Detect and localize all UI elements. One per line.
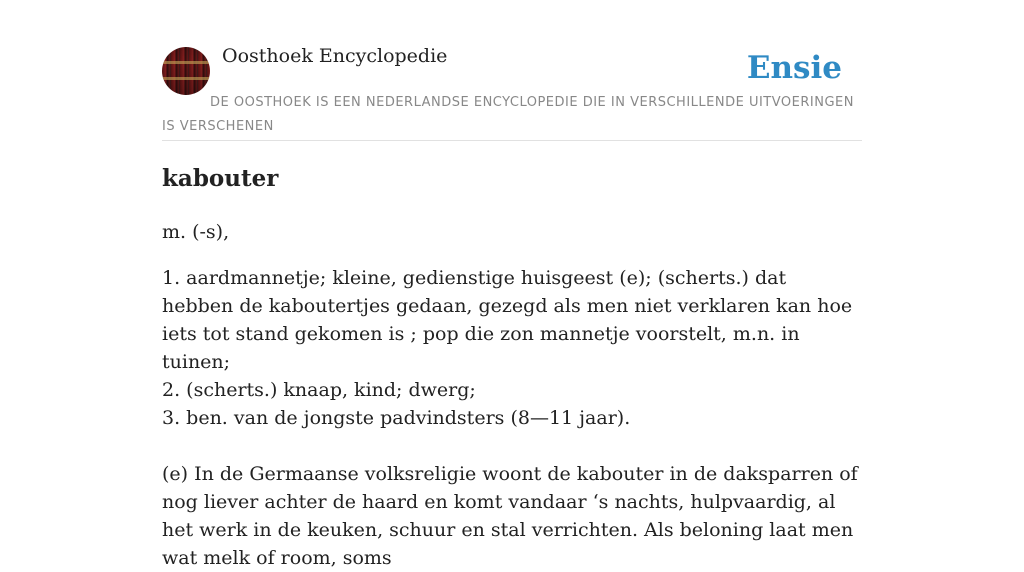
definition-list [162,264,862,432]
entry-term: kabouter [162,165,279,192]
site-tagline: DE OOSTHOEK IS EEN NEDERLANDSE ENCYCLOPEDIE DIE IN VERSCHILLENDE UITVOERINGEN IS VERSCHENEN [162,95,854,134]
brand-logo[interactable]: Ensie [746,50,842,86]
entry-grammar: m. (-s), [162,221,230,243]
definition-item: 3. ben. van de jongste padvindsters (8—11 jaar). [162,407,631,429]
site-avatar[interactable] [162,47,210,95]
site-title[interactable]: Oosthoek Encyclopedie [222,45,448,67]
entry-note: (e) In de Germaanse volksreligie woont de kabouter in de daksparren of nog liever achter de haard en komt vandaar ‘s nachts, hulpvaardig, al het werk in de keuken, schuur en stal verrichten. Als beloning laat men wat melk of room, soms [162,463,858,569]
entry-content [162,160,862,572]
definition-item: 2. (scherts.) knaap, kind; dwerg; [162,379,476,401]
site-header [162,45,862,141]
definition-item: 1. aardmannetje; kleine, gedienstige huisgeest (e); (scherts.) dat hebben de kaboutertjes gedaan, gezegd als men niet verklaren kan hoe iets tot stand gekomen is ; pop die zon mannetje voorstelt, m.n. in tuinen; [162,267,853,373]
